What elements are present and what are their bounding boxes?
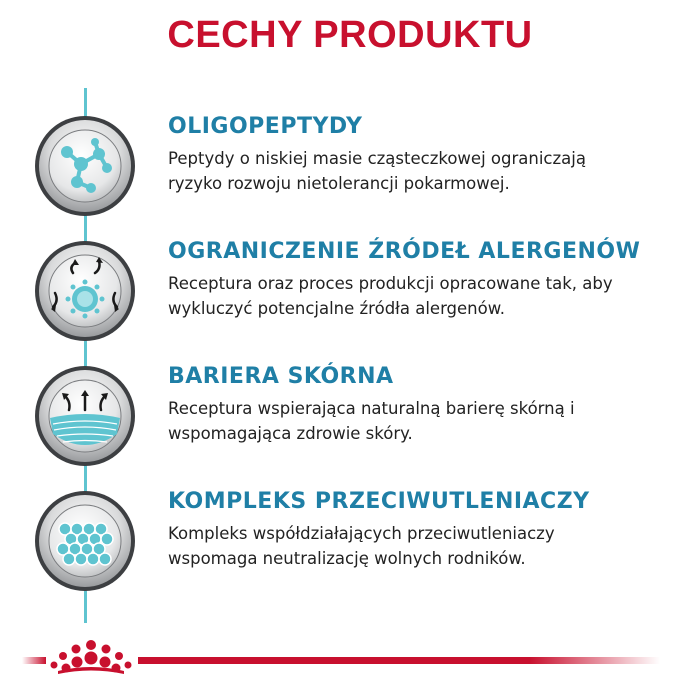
feature-skin-barrier: [0, 362, 700, 472]
footer-line: [138, 657, 660, 664]
feature-description: Peptydy o niskiej masie cząsteczkowej ograniczają ryzyko rozwoju nietolerancji pokarmowej.: [168, 149, 586, 193]
feature-title: OLIGOPEPTYDY: [168, 114, 363, 139]
feature-oligopeptydy: [0, 112, 700, 222]
skin-barrier-icon: [33, 364, 137, 468]
feature-title: BARIERA SKÓRNA: [168, 364, 394, 389]
feature-description: Receptura oraz proces produkcji opracowane tak, aby wykluczyć potencjalne źródła alergenów.: [168, 274, 613, 318]
feature-allergen-sources: [0, 237, 700, 347]
feature-title: OGRANICZENIE ŹRÓDEŁ ALERGENÓW: [168, 239, 641, 264]
footer-line-left: [22, 657, 46, 664]
feature-antioxidant-complex: [0, 487, 700, 597]
feature-description: Receptura wspierająca naturalną barierę skórną i wspomagająca zdrowie skóry.: [168, 399, 575, 443]
royal-canin-crown-logo: [46, 637, 136, 677]
allergen-sources-icon: [33, 239, 137, 343]
page-title: CECHY PRODUKTU: [167, 14, 533, 56]
feature-title: KOMPLEKS PRZECIWUTLENIACZY: [168, 489, 590, 514]
feature-description: Kompleks współdziałających przeciwutleniaczy wspomaga neutralizację wolnych rodników.: [168, 524, 555, 568]
antioxidant-complex-icon: [33, 489, 137, 593]
molecule-icon: [33, 114, 137, 218]
